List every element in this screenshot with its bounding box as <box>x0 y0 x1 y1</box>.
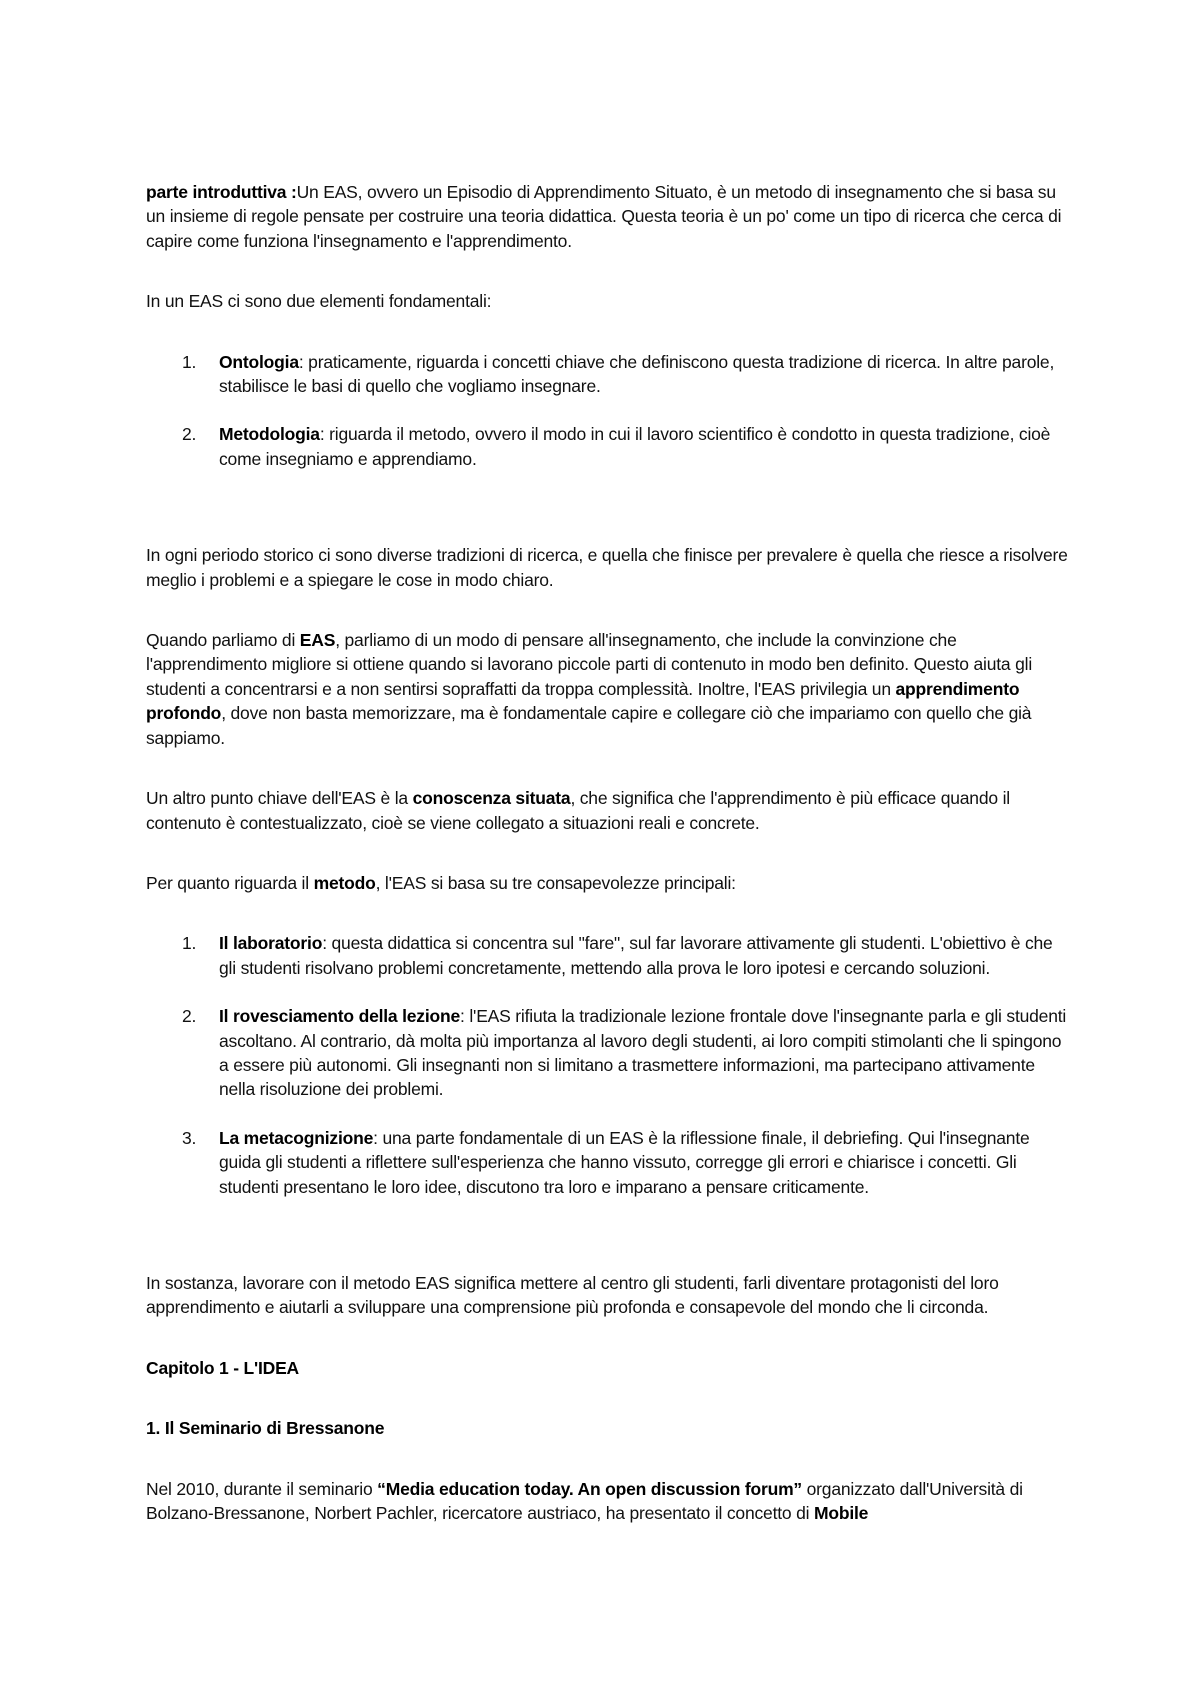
text-run: , dove non basta memorizzare, ma è fondamentale capire e collegare ciò che impariamo con quello che già sappiamo. <box>146 703 1032 748</box>
list-text: : una parte fondamentale di un EAS è la riflessione finale, il debriefing. Qui l'insegnante guida gli studenti a riflettere sull'esperienza che hanno vissuto, corregge gli errori e chiarisce i concetti. Gli studenti presentano le loro idee, discutono tra loro e imparano a pensare criticamente. <box>219 1127 1030 1197</box>
list-item <box>146 422 1070 471</box>
document-page <box>146 180 1070 1525</box>
list-text: : riguarda il metodo, ovvero il modo in cui il lavoro scientifico è condotto in questa tradizione, cioè come insegniamo e apprendiamo. <box>219 424 1051 469</box>
bold-run: EAS <box>299 630 336 651</box>
text-run: Nel 2010, durante il seminario <box>146 1478 378 1499</box>
list-item <box>146 1004 1070 1102</box>
list-term: Ontologia <box>219 351 299 372</box>
conoscenza-paragraph <box>146 786 1070 835</box>
text-run: , parliamo di un modo di pensare all'insegnamento, che include la convinzione che l'apprendimento migliore si ottiene quando si lavorano piccole parti di contenuto in modo ben definito. Questo aiuta gli studenti a concentrarsi e a non sentirsi sopraffatti da troppa complessità. Inoltre, l'EAS privilegia un <box>146 630 1033 699</box>
bold-run: “Media education today. An open discussion forum” <box>377 1478 802 1499</box>
intro-label: parte introduttiva : <box>146 182 297 202</box>
bold-run: conoscenza situata <box>412 788 571 809</box>
intro-paragraph <box>146 180 1070 253</box>
sostanza-paragraph: In sostanza, lavorare con il metodo EAS significa mettere al centro gli studenti, farli diventare protagonisti del loro apprendimento e aiutarli a sviluppare una comprensione più profonda e consapevole del mondo che li circonda. <box>146 1272 999 1318</box>
eas-paragraph <box>146 628 1070 750</box>
list-term: Metodologia <box>219 424 320 445</box>
list-text: : l'EAS rifiuta la tradizionale lezione frontale dove l'insegnante parla e gli studenti ascoltano. Al contrario, dà molta più importanza al lavoro degli studenti, ai loro compiti stimolanti che li spingono a essere più autonomi. Gli insegnanti non si limitano a trasmettere informazioni, ma partecipano attivamente nella risoluzione dei problemi. <box>219 1006 1067 1100</box>
list-text: : praticamente, riguarda i concetti chiave che definiscono questa tradizione di ricerca. In altre parole, stabilisce le basi di quello che vogliamo insegnare. <box>219 351 1055 397</box>
list-number: 2. <box>182 1006 197 1027</box>
chapter-title: Capitolo 1 - L'IDEA <box>146 1357 299 1378</box>
metodo-paragraph <box>146 871 1070 895</box>
text-run: Quando parliamo di <box>146 630 300 651</box>
list-item <box>146 931 1070 980</box>
list-term: La metacognizione <box>219 1127 374 1148</box>
list-number: 1. <box>182 351 197 372</box>
list-text: : questa didattica si concentra sul "fare", sul far lavorare attivamente gli studenti. L'obiettivo è che gli studenti risolvano problemi concretamente, mettendo alla prova le loro ipotesi e cercando soluzioni. <box>219 933 1053 978</box>
consapevolezze-list <box>146 931 1070 1199</box>
seminario-paragraph <box>146 1477 1070 1526</box>
bold-run: apprendimento profondo <box>146 678 1020 724</box>
elements-intro: In un EAS ci sono due elementi fondamentali: <box>146 291 492 312</box>
text-run: Un altro punto chiave dell'EAS è la <box>146 788 413 809</box>
periodo-paragraph: In ogni periodo storico ci sono diverse tradizioni di ricerca, e quella che finisce per prevalere è quella che riesce a risolvere meglio i problemi e a spiegare le cose in modo chiaro. <box>146 545 1068 590</box>
list-number: 3. <box>182 1127 197 1148</box>
list-item <box>146 350 1070 399</box>
list-term: Il rovesciamento della lezione <box>219 1006 461 1027</box>
intro-text: Un EAS, ovvero un Episodio di Apprendimento Situato, è un metodo di insegnamento che si basa su un insieme di regole pensate per costruire una teoria didattica. Questa teoria è un po' come un tipo di ricerca che cerca di capire come funziona l'insegnamento e l'apprendimento. <box>146 182 1062 251</box>
text-run: , che significa che l'apprendimento è più efficace quando il contenuto è contestualizzato, cioè se viene collegato a situazioni reali e concrete. <box>146 788 1010 833</box>
list-number: 1. <box>182 933 197 954</box>
text-run: Per quanto riguarda il <box>146 872 314 893</box>
section-title: 1. Il Seminario di Bressanone <box>146 1418 385 1439</box>
list-number: 2. <box>182 424 197 445</box>
text-run: organizzato dall'Università di Bolzano-Bressanone, Norbert Pachler, ricercatore austriaco, ha presentato il concetto di <box>146 1478 1023 1523</box>
list-term: Il laboratorio <box>219 933 323 954</box>
bold-run: metodo <box>313 872 376 893</box>
text-run: , l'EAS si basa su tre consapevolezze principali: <box>375 872 736 893</box>
elements-list <box>146 350 1070 472</box>
bold-run: Mobile <box>813 1503 869 1523</box>
list-item <box>146 1126 1070 1199</box>
